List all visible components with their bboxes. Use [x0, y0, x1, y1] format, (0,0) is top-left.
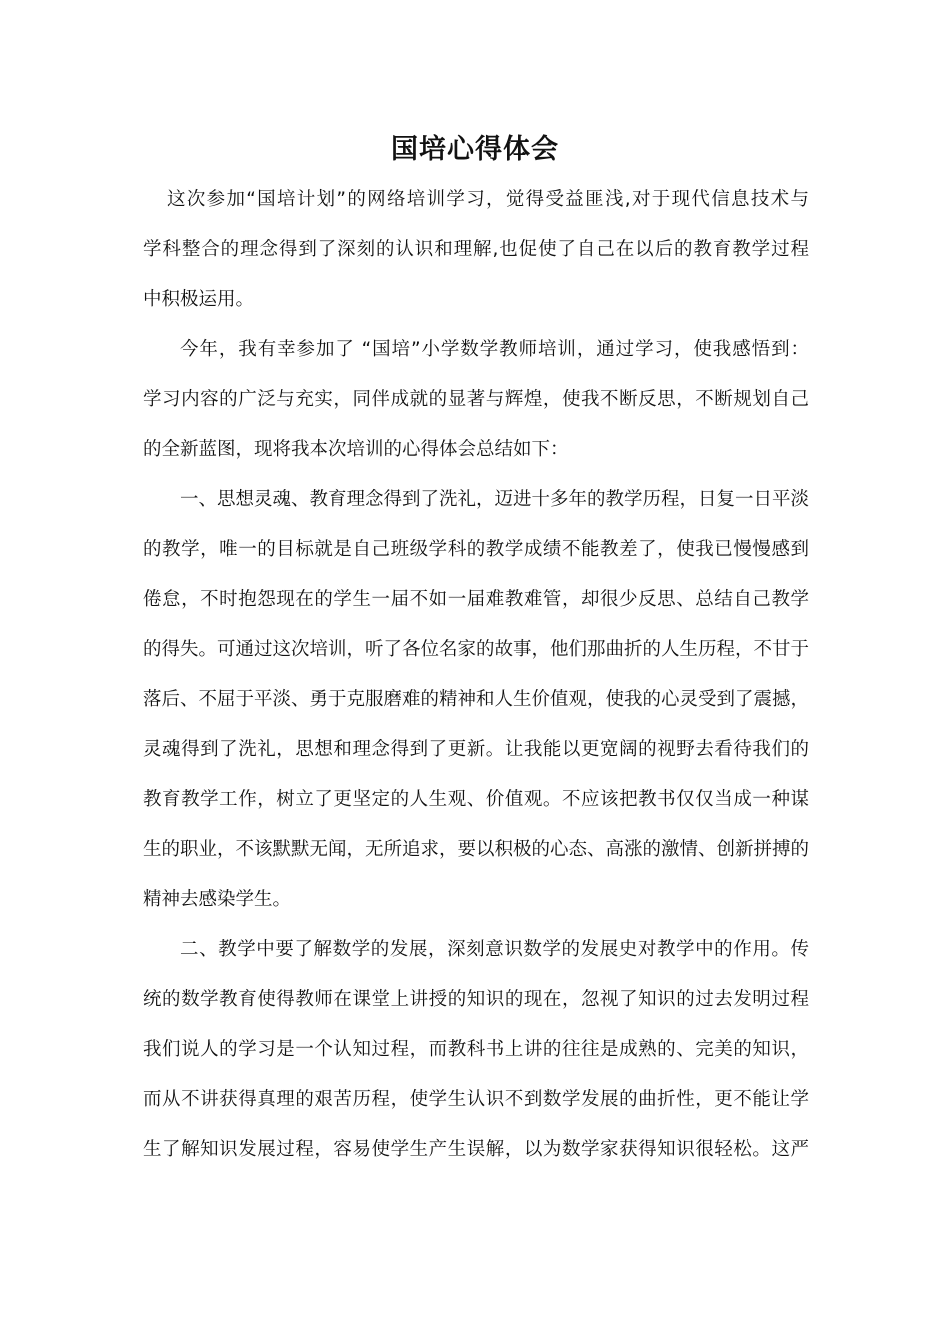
paragraph-line: 二、教学中要了解数学的发展，深刻意识数学的发展史对教学中的作用。传 [180, 939, 809, 960]
paragraph-line: 中积极运用。 [143, 289, 255, 310]
paragraph-line: 的全新蓝图，现将我本次培训的心得体会总结如下： [143, 439, 569, 460]
paragraph-line: 的教学，唯一的目标就是自己班级学科的教学成绩不能教差了，使我已慢慢感到 [143, 539, 809, 560]
document-body [143, 175, 809, 1175]
paragraph-line: 今年，我有幸参加了 “国培”小学数学教师培训，通过学习，使我感悟到： [180, 339, 809, 360]
paragraph-line: 生了解知识发展过程，容易使学生产生误解，以为数学家获得知识很轻松。这严 [143, 1139, 809, 1160]
paragraph-line: 学科整合的理念得到了深刻的认识和理解,也促使了自己在以后的教育教学过程 [143, 239, 809, 260]
paragraph-line: 学习内容的广泛与充实，同伴成就的显著与辉煌，使我不断反思，不断规划自己 [143, 389, 809, 410]
paragraph-line: 灵魂得到了洗礼，思想和理念得到了更新。让我能以更宽阔的视野去看待我们的 [143, 739, 809, 760]
document-title: 国培心得体会 [391, 134, 559, 165]
paragraph-line: 的得失。可通过这次培训，听了各位名家的故事，他们那曲折的人生历程，不甘于 [143, 639, 810, 660]
paragraph-1 [143, 175, 809, 325]
paragraph-line: 教育教学工作，树立了更坚定的人生观、价值观。不应该把教书仅仅当成一种谋 [143, 789, 809, 810]
paragraph-line: 倦怠，不时抱怨现在的学生一届不如一届难教难管，却很少反思、总结自己教学 [143, 589, 809, 610]
paragraph-line: 落后、不屈于平淡、勇于克服磨难的精神和人生价值观，使我的心灵受到了震撼， [143, 689, 810, 710]
paragraph-3 [143, 475, 809, 925]
paragraph-line: 统的数学教育使得教师在课堂上讲授的知识的现在，忽视了知识的过去发明过程 [143, 989, 809, 1010]
paragraph-line: 生的职业，不该默默无闻，无所追求，要以积极的心态、高涨的激情、创新拼搏的 [143, 839, 810, 860]
paragraph-line: 一、思想灵魂、教育理念得到了洗礼，迈进十多年的教学历程，日复一日平淡 [180, 489, 810, 510]
paragraph-line: 这次参加“国培计划”的网络培训学习，觉得受益匪浅,对于现代信息技术与 [167, 189, 809, 210]
paragraph-line: 精神去感染学生。 [143, 889, 292, 910]
paragraph-line: 我们说人的学习是一个认知过程，而教科书上讲的往往是成熟的、完美的知识， [143, 1039, 809, 1060]
paragraph-2 [143, 325, 809, 475]
paragraph-line: 而从不讲获得真理的艰苦历程，使学生认识不到数学发展的曲折性，更不能让学 [143, 1089, 809, 1110]
paragraph-4 [143, 925, 809, 1175]
